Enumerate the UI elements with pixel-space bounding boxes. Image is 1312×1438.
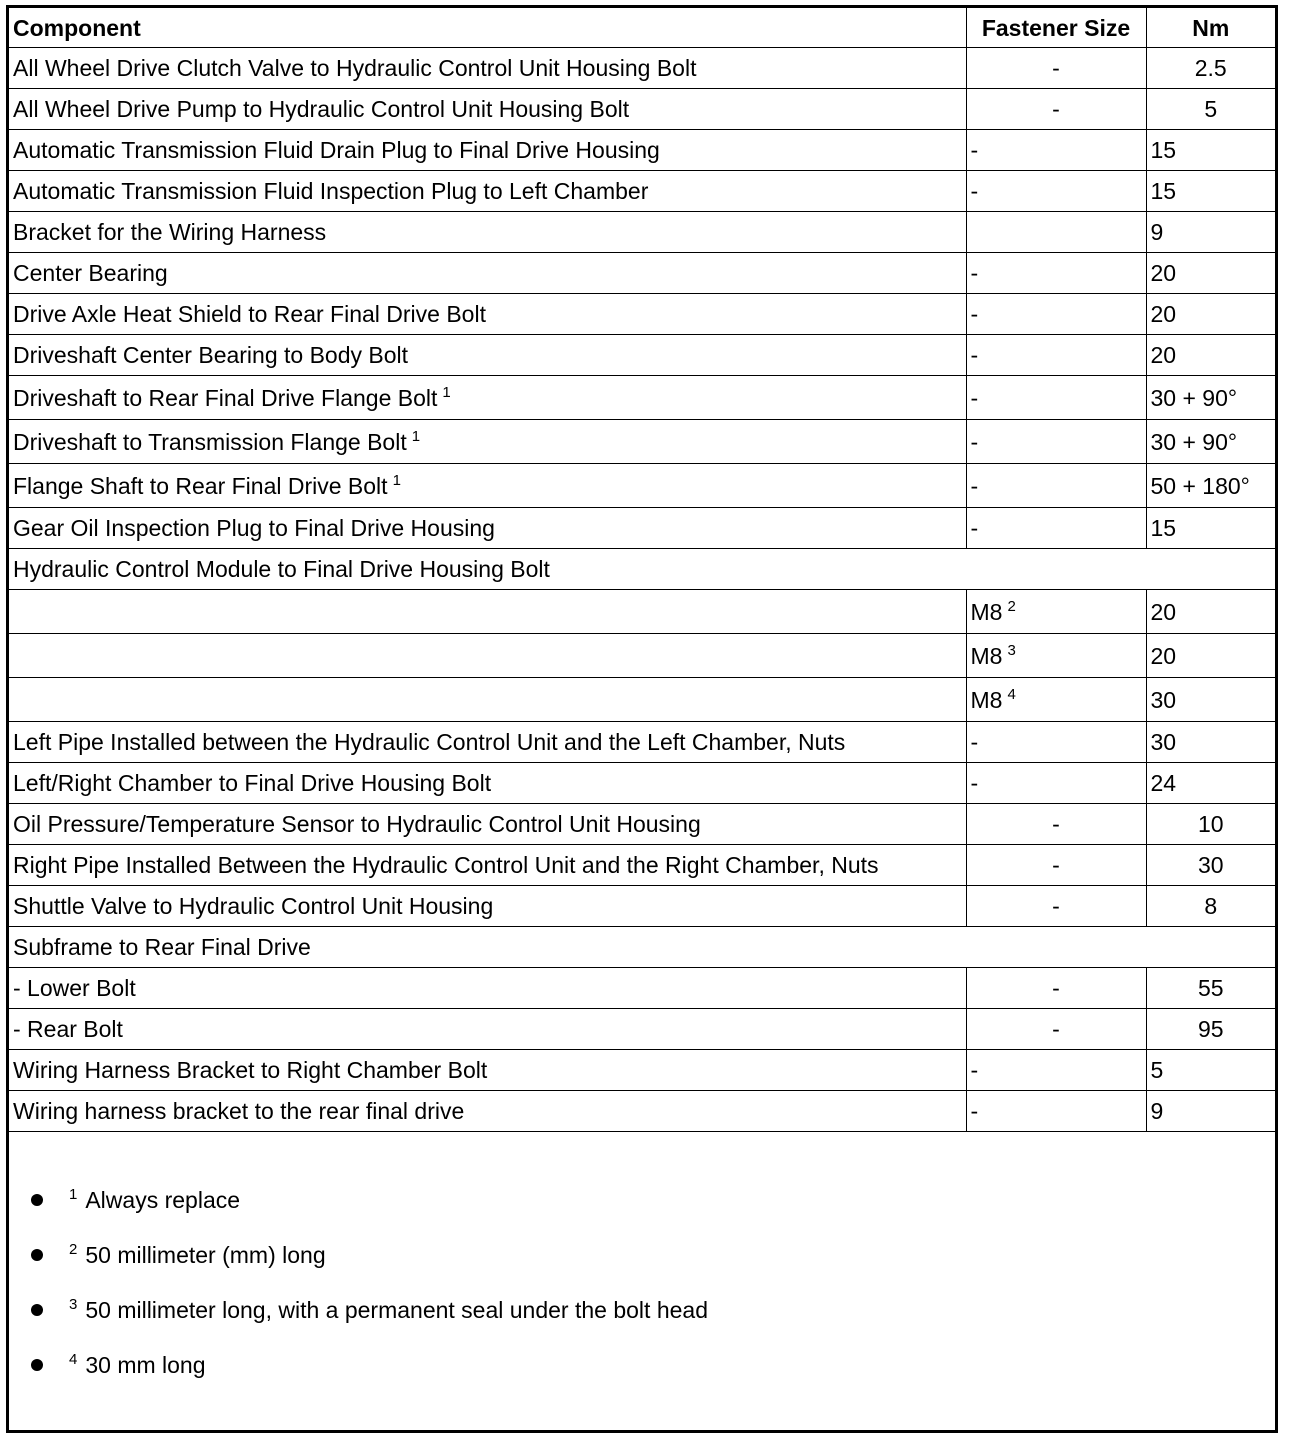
fastener-cell: - (966, 1091, 1146, 1132)
torque-cell: 24 (1146, 763, 1275, 804)
footnote-marker: 3 (1007, 641, 1016, 659)
component-cell: Automatic Transmission Fluid Inspection Plug to Left Chamber (9, 171, 966, 212)
component-cell: Center Bearing (9, 253, 966, 294)
table-row (9, 253, 1275, 294)
footnote-marker: 3 (69, 1296, 78, 1313)
fastener-cell: - (966, 130, 1146, 171)
table-row (9, 1009, 1275, 1050)
component-cell: Left Pipe Installed between the Hydraulic Control Unit and the Left Chamber, Nuts (9, 722, 966, 763)
table-row (9, 130, 1275, 171)
table-row (9, 845, 1275, 886)
fastener-cell: - (966, 171, 1146, 212)
component-cell (9, 376, 966, 420)
component-cell: Left/Right Chamber to Final Drive Housing Bolt (9, 763, 966, 804)
torque-cell: 30 (1146, 678, 1275, 722)
table-row (9, 886, 1275, 927)
torque-cell: 15 (1146, 508, 1275, 549)
table-row (9, 590, 1275, 634)
footnote-marker: 1 (392, 471, 401, 489)
table-row (9, 678, 1275, 722)
fastener-cell: - (966, 968, 1146, 1009)
fastener-cell: - (966, 886, 1146, 927)
fastener-cell: - (966, 464, 1146, 508)
fastener-cell: - (966, 763, 1146, 804)
table-row (9, 294, 1275, 335)
footnote-item (31, 1240, 326, 1270)
table-row (9, 722, 1275, 763)
torque-cell: 8 (1146, 886, 1275, 927)
fastener-cell: - (966, 1009, 1146, 1050)
torque-cell: 30 + 90° (1146, 420, 1275, 464)
fastener-text: M8 (970, 686, 1003, 713)
component-cell: Automatic Transmission Fluid Drain Plug to Final Drive Housing (9, 130, 966, 171)
table-header-row (9, 8, 1275, 48)
column-header-component: Component (9, 8, 966, 48)
fastener-cell: - (966, 294, 1146, 335)
footnote-marker: 1 (442, 383, 451, 401)
fastener-cell: - (966, 845, 1146, 886)
footnote-marker: 2 (1007, 597, 1016, 615)
column-header-nm: Nm (1146, 8, 1275, 48)
fastener-cell: - (966, 335, 1146, 376)
table-row (9, 1050, 1275, 1091)
table-row (9, 508, 1275, 549)
torque-cell: 50 + 180° (1146, 464, 1275, 508)
component-cell: Right Pipe Installed Between the Hydraulic Control Unit and the Right Chamber, Nuts (9, 845, 966, 886)
torque-cell: 9 (1146, 212, 1275, 253)
component-text: Driveshaft to Rear Final Drive Flange Bolt (13, 384, 438, 411)
torque-cell: 20 (1146, 335, 1275, 376)
footnote-marker: 4 (1007, 685, 1016, 703)
footnote-item (31, 1350, 206, 1380)
fastener-cell: - (966, 722, 1146, 763)
component-cell: Oil Pressure/Temperature Sensor to Hydraulic Control Unit Housing (9, 804, 966, 845)
table-row (9, 763, 1275, 804)
group-heading-cell: Subframe to Rear Final Drive (9, 927, 1275, 968)
torque-cell: 2.5 (1146, 48, 1275, 89)
column-header-fastener-size: Fastener Size (966, 8, 1146, 48)
torque-cell: 95 (1146, 1009, 1275, 1050)
footnote-text: Always replace (85, 1187, 241, 1213)
table-group-row (9, 549, 1275, 590)
component-cell: Wiring harness bracket to the rear final drive (9, 1091, 966, 1132)
table-row (9, 420, 1275, 464)
table-group-row (9, 927, 1275, 968)
component-text: Driveshaft to Transmission Flange Bolt (13, 428, 407, 455)
component-cell (9, 420, 966, 464)
component-cell (9, 590, 966, 634)
table-row (9, 1091, 1275, 1132)
table-row (9, 634, 1275, 678)
fastener-cell: - (966, 253, 1146, 294)
bullet-icon (31, 1304, 43, 1316)
torque-spec-sheet (6, 5, 1278, 1433)
table-row (9, 335, 1275, 376)
component-cell: Bracket for the Wiring Harness (9, 212, 966, 253)
footnote-marker: 1 (69, 1186, 78, 1203)
group-heading-cell: Hydraulic Control Module to Final Drive Housing Bolt (9, 549, 1275, 590)
footnote-item (31, 1295, 708, 1325)
fastener-cell: - (966, 376, 1146, 420)
torque-cell: 9 (1146, 1091, 1275, 1132)
footnote-item (31, 1185, 240, 1215)
component-cell: - Rear Bolt (9, 1009, 966, 1050)
torque-cell: 15 (1146, 130, 1275, 171)
torque-cell: 5 (1146, 1050, 1275, 1091)
torque-cell: 20 (1146, 253, 1275, 294)
component-cell (9, 464, 966, 508)
component-cell: All Wheel Drive Pump to Hydraulic Control Unit Housing Bolt (9, 89, 966, 130)
component-cell: Shuttle Valve to Hydraulic Control Unit Housing (9, 886, 966, 927)
component-cell: Driveshaft Center Bearing to Body Bolt (9, 335, 966, 376)
table-row (9, 171, 1275, 212)
torque-table (9, 8, 1275, 1132)
component-cell: Drive Axle Heat Shield to Rear Final Drive Bolt (9, 294, 966, 335)
bullet-icon (31, 1194, 43, 1206)
fastener-cell: - (966, 420, 1146, 464)
torque-cell: 5 (1146, 89, 1275, 130)
footnote-text: 30 mm long (85, 1352, 206, 1378)
footnote-text: 50 millimeter (mm) long (85, 1242, 326, 1268)
torque-cell: 10 (1146, 804, 1275, 845)
fastener-cell: - (966, 48, 1146, 89)
torque-cell: 55 (1146, 968, 1275, 1009)
fastener-cell (966, 678, 1146, 722)
torque-cell: 15 (1146, 171, 1275, 212)
component-text: Flange Shaft to Rear Final Drive Bolt (13, 472, 388, 499)
fastener-text: M8 (970, 642, 1003, 669)
table-row (9, 48, 1275, 89)
bullet-icon (31, 1249, 43, 1261)
bullet-icon (31, 1359, 43, 1371)
component-cell (9, 678, 966, 722)
fastener-cell: - (966, 89, 1146, 130)
component-cell (9, 634, 966, 678)
table-row (9, 376, 1275, 420)
torque-cell: 20 (1146, 590, 1275, 634)
footnote-marker: 1 (411, 427, 421, 445)
fastener-text: M8 (970, 598, 1003, 625)
torque-cell: 20 (1146, 294, 1275, 335)
component-cell: All Wheel Drive Clutch Valve to Hydraulic Control Unit Housing Bolt (9, 48, 966, 89)
table-row (9, 968, 1275, 1009)
fastener-cell (966, 590, 1146, 634)
footnote-text: 50 millimeter long, with a permanent seal under the bolt head (85, 1297, 708, 1323)
torque-cell: 30 + 90° (1146, 376, 1275, 420)
torque-cell: 30 (1146, 722, 1275, 763)
fastener-cell: - (966, 804, 1146, 845)
fastener-cell: - (966, 508, 1146, 549)
table-row (9, 804, 1275, 845)
fastener-cell (966, 634, 1146, 678)
footnote-marker: 2 (69, 1241, 78, 1258)
component-cell: Gear Oil Inspection Plug to Final Drive Housing (9, 508, 966, 549)
table-row (9, 464, 1275, 508)
torque-cell: 30 (1146, 845, 1275, 886)
component-cell: - Lower Bolt (9, 968, 966, 1009)
component-cell: Wiring Harness Bracket to Right Chamber Bolt (9, 1050, 966, 1091)
table-row (9, 212, 1275, 253)
fastener-cell (966, 212, 1146, 253)
torque-cell: 20 (1146, 634, 1275, 678)
footnote-marker: 4 (69, 1351, 78, 1368)
fastener-cell: - (966, 1050, 1146, 1091)
table-row (9, 89, 1275, 130)
